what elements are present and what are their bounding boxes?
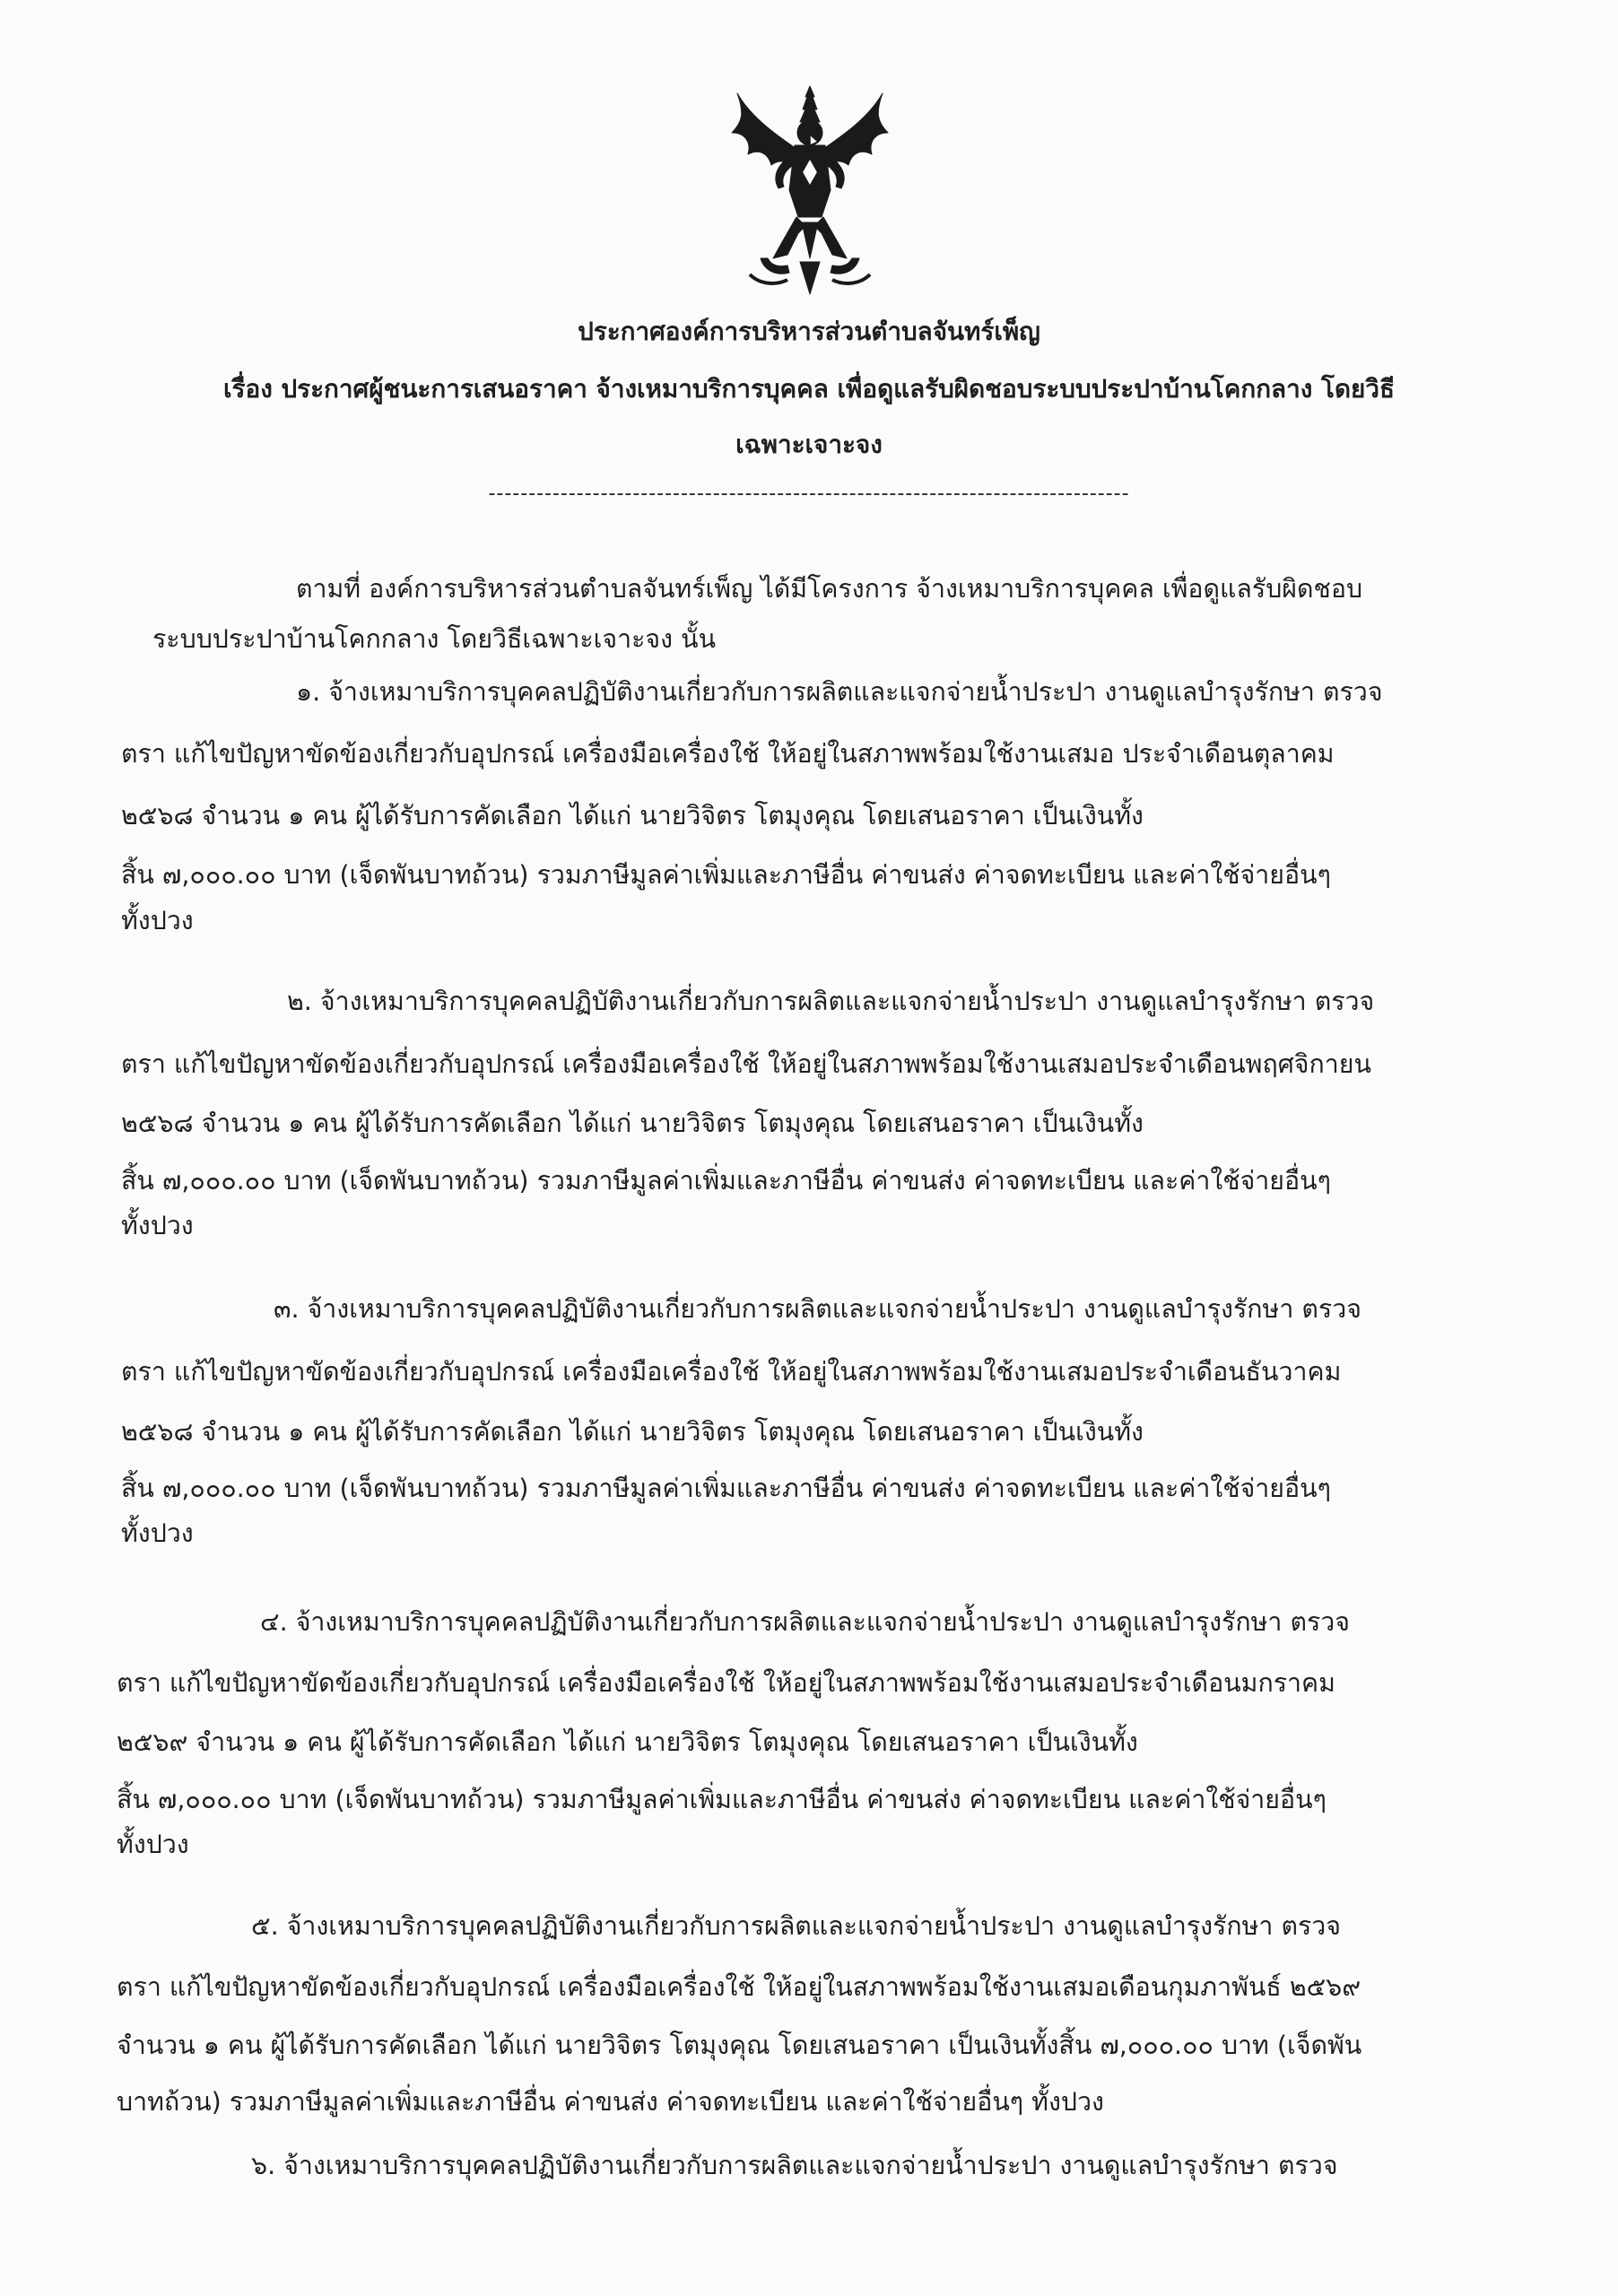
item-1-line: ตรา แก้ไขปัญหาขัดข้องเกี่ยวกับอุปกรณ์ เครื่องมือเครื่องใช้ ให้อยู่ในสภาพพร้อมใช้งานเสมอ ประจำเดือนตุลาคม: [121, 739, 1335, 769]
item-4-line: ทั้งปวง: [117, 1830, 189, 1859]
item-1-line: สิ้น ๗,๐๐๐.๐๐ บาท (เจ็ดพันบาทถ้วน) รวมภาษีมูลค่าเพิ่มและภาษีอื่น ค่าขนส่ง ค่าจดทะเบียน และค่าใช้จ่ายอื่นๆ: [121, 860, 1331, 890]
item-2-line: ตรา แก้ไขปัญหาขัดข้องเกี่ยวกับอุปกรณ์ เครื่องมือเครื่องใช้ ให้อยู่ในสภาพพร้อมใช้งานเสมอประจำเดือนพฤศจิกายน: [121, 1049, 1371, 1079]
announcement-title: ประกาศองค์การบริหารส่วนตำบลจันทร์เพ็ญ: [578, 317, 1040, 346]
announcement-subject: เรื่อง ประกาศผู้ชนะการเสนอราคา จ้างเหมาบริการบุคคล เพื่อดูแลรับผิดชอบระบบประปาบ้านโคกกลาง โดยวิธี: [223, 374, 1395, 404]
garuda-emblem-icon: [725, 83, 895, 298]
item-4-line: ตรา แก้ไขปัญหาขัดข้องเกี่ยวกับอุปกรณ์ เครื่องมือเครื่องใช้ ให้อยู่ในสภาพพร้อมใช้งานเสมอประจำเดือนมกราคม: [117, 1668, 1335, 1698]
item-3-line: ๒๕๖๘ จำนวน ๑ คน ผู้ได้รับการคัดเลือก ได้แก่ นายวิจิตร โตมุงคุณ โดยเสนอราคา เป็นเงินทั้ง: [121, 1417, 1144, 1447]
item-3-line: สิ้น ๗,๐๐๐.๐๐ บาท (เจ็ดพันบาทถ้วน) รวมภาษีมูลค่าเพิ่มและภาษีอื่น ค่าขนส่ง ค่าจดทะเบียน และค่าใช้จ่ายอื่นๆ: [121, 1474, 1331, 1503]
item-5-line: ตรา แก้ไขปัญหาขัดข้องเกี่ยวกับอุปกรณ์ เครื่องมือเครื่องใช้ ให้อยู่ในสภาพพร้อมใช้งานเสมอเดือนกุมภาพันธ์ ๒๕๖๙: [117, 1972, 1361, 2002]
item-2-line: สิ้น ๗,๐๐๐.๐๐ บาท (เจ็ดพันบาทถ้วน) รวมภาษีมูลค่าเพิ่มและภาษีอื่น ค่าขนส่ง ค่าจดทะเบียน และค่าใช้จ่ายอื่นๆ: [121, 1166, 1331, 1196]
item-5-line: จำนวน ๑ คน ผู้ได้รับการคัดเลือก ได้แก่ นายวิจิตร โตมุงคุณ โดยเสนอราคา เป็นเงินทั้งสิ้น ๗,๐๐๐.๐๐ บาท (เจ็ดพัน: [117, 2031, 1362, 2060]
item-4-line: ๔. จ้างเหมาบริการบุคคลปฏิบัติงานเกี่ยวกับการผลิตและแจกจ่ายน้ำประปา งานดูแลบำรุงรักษา ตรวจ: [260, 1607, 1350, 1637]
item-1-line: ทั้งปวง: [121, 906, 194, 935]
document-header: [0, 316, 1618, 506]
item-1-line: ๒๕๖๘ จำนวน ๑ คน ผู้ได้รับการคัดเลือก ได้แก่ นายวิจิตร โตมุงคุณ โดยเสนอราคา เป็นเงินทั้ง: [121, 801, 1144, 831]
item-2-line: ๒๕๖๘ จำนวน ๑ คน ผู้ได้รับการคัดเลือก ได้แก่ นายวิจิตร โตมุงคุณ โดยเสนอราคา เป็นเงินทั้ง: [121, 1109, 1144, 1138]
item-1-line: ๑. จ้างเหมาบริการบุคคลปฏิบัติงานเกี่ยวกับการผลิตและแจกจ่ายน้ำประปา งานดูแลบำรุงรักษา ตรวจ: [296, 677, 1383, 707]
intro-line: ระบบประปาบ้านโคกกลาง โดยวิธีเฉพาะเจาะจง นั้น: [152, 624, 717, 654]
item-3-line: ทั้งปวง: [121, 1518, 194, 1548]
item-3-line: ๓. จ้างเหมาบริการบุคคลปฏิบัติงานเกี่ยวกับการผลิตและแจกจ่ายน้ำประปา งานดูแลบำรุงรักษา ตรวจ: [274, 1294, 1361, 1324]
item-3-line: ตรา แก้ไขปัญหาขัดข้องเกี่ยวกับอุปกรณ์ เครื่องมือเครื่องใช้ ให้อยู่ในสภาพพร้อมใช้งานเสมอประจำเดือนธันวาคม: [121, 1357, 1342, 1387]
item-6-line: ๖. จ้างเหมาบริการบุคคลปฏิบัติงานเกี่ยวกับการผลิตและแจกจ่ายน้ำประปา งานดูแลบำรุงรักษา ตรวจ: [251, 2151, 1338, 2180]
item-5-line: บาทถ้วน) รวมภาษีมูลค่าเพิ่มและภาษีอื่น ค่าขนส่ง ค่าจดทะเบียน และค่าใช้จ่ายอื่นๆ ทั้งปวง: [117, 2087, 1104, 2117]
item-4-line: สิ้น ๗,๐๐๐.๐๐ บาท (เจ็ดพันบาทถ้วน) รวมภาษีมูลค่าเพิ่มและภาษีอื่น ค่าขนส่ง ค่าจดทะเบียน และค่าใช้จ่ายอื่นๆ: [117, 1785, 1327, 1814]
item-4-line: ๒๕๖๙ จำนวน ๑ คน ผู้ได้รับการคัดเลือก ได้แก่ นายวิจิตร โตมุงคุณ โดยเสนอราคา เป็นเงินทั้ง: [117, 1727, 1138, 1757]
announcement-subject-continued: เฉพาะเจาะจง: [735, 430, 883, 459]
item-2-line: ๒. จ้างเหมาบริการบุคคลปฏิบัติงานเกี่ยวกับการผลิตและแจกจ่ายน้ำประปา งานดูแลบำรุงรักษา ตรวจ: [287, 987, 1375, 1016]
divider-line: --------------------------------------------------------------------------------: [488, 483, 1130, 505]
item-2-line: ทั้งปวง: [121, 1211, 194, 1240]
item-5-line: ๕. จ้างเหมาบริการบุคคลปฏิบัติงานเกี่ยวกับการผลิตและแจกจ่ายน้ำประปา งานดูแลบำรุงรักษา ตรวจ: [251, 1911, 1341, 1941]
intro-line: ตามที่ องค์การบริหารส่วนตำบลจันทร์เพ็ญ ได้มีโครงการ จ้างเหมาบริการบุคคล เพื่อดูแลรับผิดชอบ: [296, 574, 1363, 604]
